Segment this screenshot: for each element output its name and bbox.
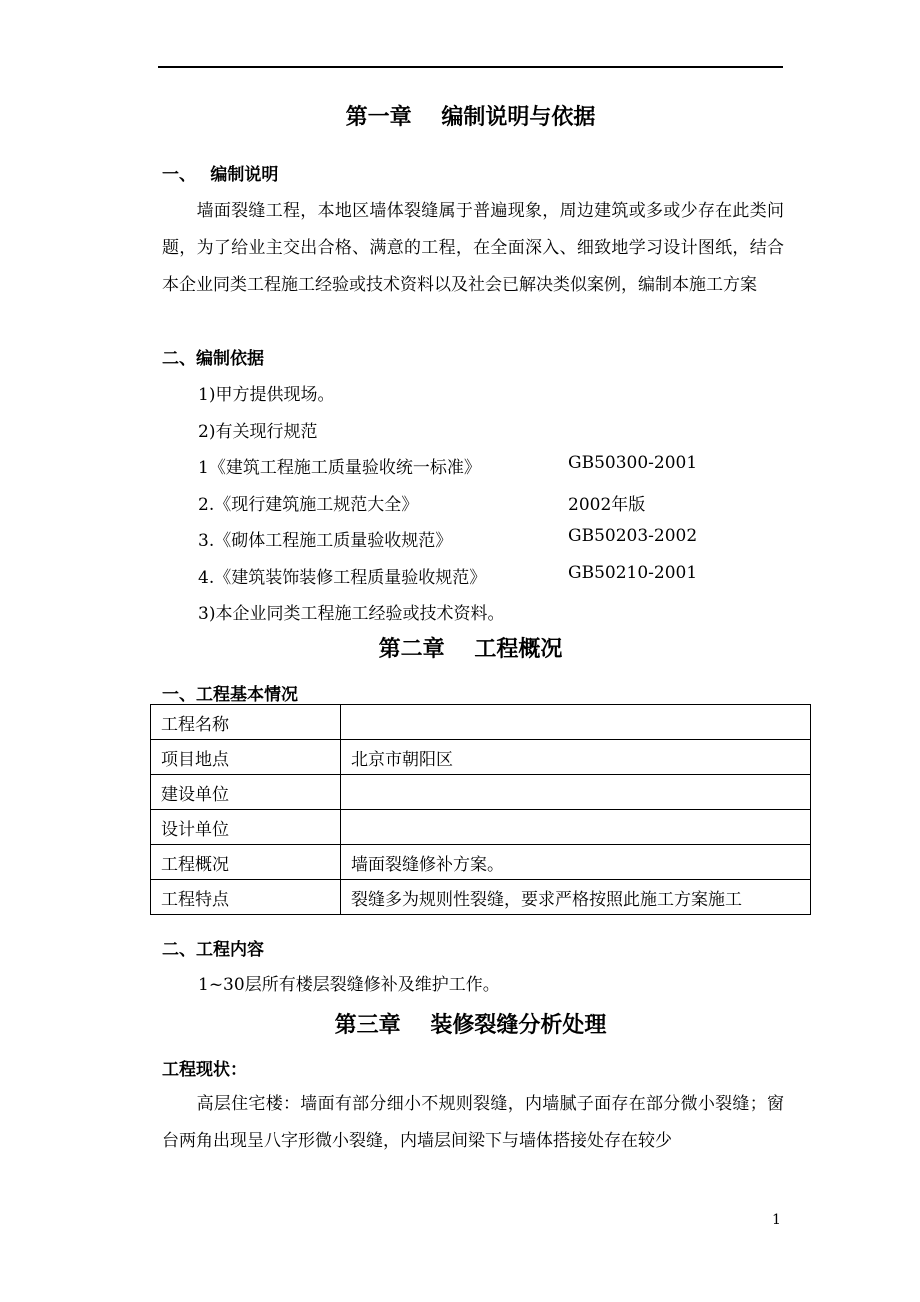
table-key: 工程特点 (151, 880, 341, 915)
table-value: 裂缝多为规则性裂缝，要求严格按照此施工方案施工 (341, 880, 811, 915)
standard-name: 4.《建筑装饰装修工程质量验收规范》 (198, 568, 487, 588)
table-key: 工程名称 (151, 705, 341, 740)
project-info-table (150, 704, 811, 915)
table-row (151, 740, 811, 775)
table-value: 墙面裂缝修补方案。 (341, 845, 811, 880)
standard-code: GB50210-2001 (568, 563, 698, 583)
standard-code: GB50300-2001 (568, 453, 698, 473)
table-key: 建设单位 (151, 775, 341, 810)
standard-name: 1《建筑工程施工质量验收统一标准》 (198, 458, 481, 478)
standard-code: 2002年版 (568, 495, 646, 515)
table-row (151, 705, 811, 740)
section-heading-project-basics: 一、工程基本情况 (162, 685, 298, 705)
table-row (151, 775, 811, 810)
table-value (341, 810, 811, 845)
header-rule (158, 66, 783, 68)
standard-name: 2.《现行建筑施工规范大全》 (198, 495, 419, 515)
table-key: 设计单位 (151, 810, 341, 845)
table-value (341, 705, 811, 740)
project-content-text: 1~30层所有楼层裂缝修补及维护工作。 (198, 975, 500, 995)
standard-code: GB50203-2002 (568, 526, 698, 546)
basis-item-1: 1)甲方提供现场。 (198, 385, 335, 405)
table-row (151, 810, 811, 845)
section-heading-project-content: 二、工程内容 (162, 940, 264, 960)
table-value (341, 775, 811, 810)
table-row (151, 845, 811, 880)
section-heading-compilation-notes: 一、 编制说明 (162, 165, 279, 185)
basis-item-3: 3)本企业同类工程施工经验或技术资料。 (198, 604, 505, 624)
section-heading-current-status: 工程现状： (162, 1060, 247, 1080)
chapter-1-title: 第一章 编制说明与依据 (345, 105, 596, 130)
table-key: 工程概况 (151, 845, 341, 880)
chapter-2-title: 第二章 工程概况 (378, 637, 563, 662)
section-heading-compilation-basis: 二、编制依据 (162, 349, 264, 369)
table-key: 项目地点 (151, 740, 341, 775)
basis-item-2: 2)有关现行规范 (198, 422, 318, 442)
table-value: 北京市朝阳区 (341, 740, 811, 775)
page-number: 1 (772, 1212, 781, 1228)
compilation-notes-paragraph: 墙面裂缝工程，本地区墙体裂缝属于普遍现象，周边建筑或多或少存在此类问题，为了给业主交出合格、满意的工程，在全面深入、细致地学习设计图纸，结合本企业同类工程施工经验或技术资料以及社会已解决类似案例，编制本施工方案 (162, 201, 784, 295)
standard-name: 3.《砌体工程施工质量验收规范》 (198, 531, 453, 551)
chapter-3-title: 第三章 装修裂缝分析处理 (334, 1013, 607, 1038)
table-row (151, 880, 811, 915)
current-status-paragraph: 高层住宅楼：墙面有部分细小不规则裂缝，内墙腻子面存在部分微小裂缝；窗台两角出现呈八字形微小裂缝，内墙层间梁下与墙体搭接处存在较少 (162, 1094, 784, 1151)
